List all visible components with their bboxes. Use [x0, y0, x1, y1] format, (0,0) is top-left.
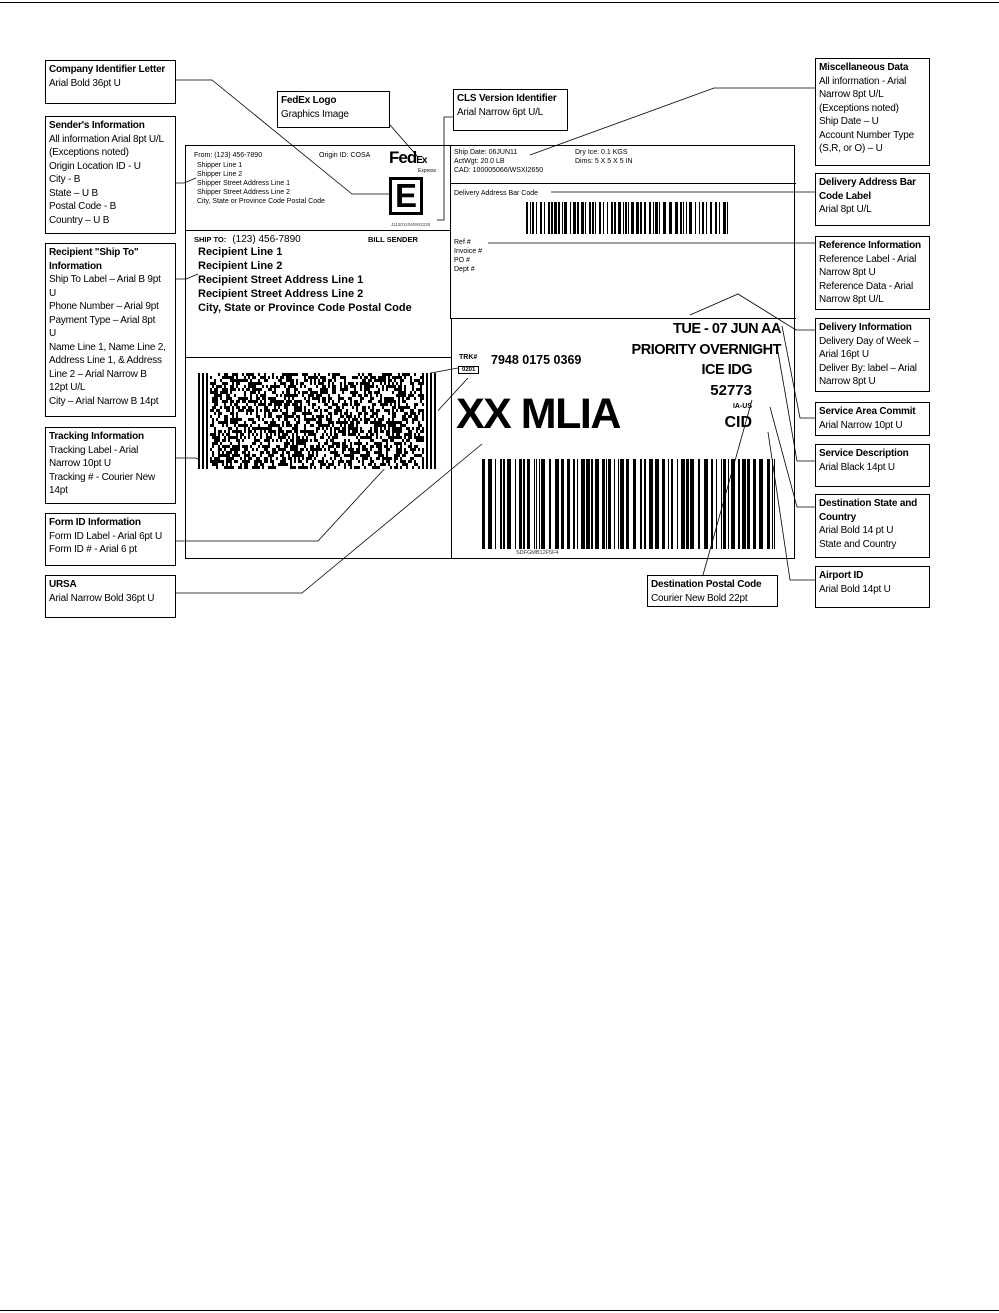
origin-id: Origin ID: COSA — [319, 152, 371, 159]
callout-airport: Airport ID Arial Bold 14pt U — [815, 566, 930, 608]
delivery-day: TUE - 07 JUN AA — [673, 321, 781, 337]
divider-misc — [451, 183, 796, 184]
ship-date: Ship Date: 06JUN11 — [454, 149, 518, 156]
destination-postal-code: 52773 — [710, 382, 752, 399]
ursa-code: XX MLIA — [456, 390, 620, 438]
tracking-barcode — [482, 459, 776, 549]
callout-service-area: Service Area Commit Arial Narrow 10pt U — [815, 402, 930, 436]
divider-recipient — [186, 357, 451, 358]
shipper-line-3: Shipper Street Address Line 1 — [197, 180, 291, 187]
tracking-number: 7948 0175 0369 — [491, 353, 582, 367]
callout-fedex-logo: FedEx Logo Graphics Image — [277, 91, 390, 128]
service-description: PRIORITY OVERNIGHT — [631, 342, 781, 358]
company-identifier-box — [389, 177, 423, 215]
shipper-line-4: Shipper Street Address Line 2 — [197, 189, 291, 196]
ref-label: Ref # — [454, 239, 471, 246]
dry-ice: Dry Ice: 0.1 KGS — [575, 149, 628, 156]
cad-number: CAD: 100005066/WSXI2650 — [454, 167, 544, 174]
callout-ursa: URSA Arial Narrow Bold 36pt U — [45, 575, 176, 618]
po-label: PO # — [454, 257, 470, 264]
callout-dest-postal: Destination Postal Code Courier New Bold 22pt — [647, 575, 778, 607]
callout-company-id: Company Identifier Letter Arial Bold 36pt U — [45, 60, 176, 104]
fedex-logo: FedEx — [389, 148, 427, 167]
dept-label: Dept # — [454, 266, 475, 273]
callout-delivery-bar: Delivery Address Bar Code Label Arial 8pt U/L — [815, 173, 930, 226]
state-country: IA-US — [732, 403, 752, 410]
recipient-line-4: Recipient Street Address Line 2 — [198, 288, 364, 300]
form-id: 0201 — [458, 366, 479, 374]
divider-vertical-lower — [451, 318, 452, 559]
company-identifier-letter: E — [395, 177, 418, 214]
divider-right-mid — [451, 318, 796, 319]
company-identifier-inner — [392, 177, 420, 214]
shipper-line-5: City, State or Province Code Postal Code — [197, 198, 325, 205]
dims: Dims: 5 X 5 X 5 IN — [575, 158, 633, 165]
recipient-line-5: City, State or Province Code Postal Code — [198, 302, 412, 314]
callout-misc: Miscellaneous Data All information - Arial Narrow 8pt U/L (Exceptions noted) Ship Date – U Account Number Type (S,R, or O) – U — [815, 58, 930, 166]
airport-id: CID — [724, 414, 752, 431]
callout-tracking: Tracking Information Tracking Label - Arial Narrow 10pt U Tracking # - Courier New 14pt — [45, 427, 176, 504]
callout-form-id: Form ID Information Form ID Label - Arial 6pt U Form ID # - Arial 6 pt — [45, 513, 176, 566]
callout-service-desc: Service Description Arial Black 14pt U — [815, 444, 930, 487]
callout-delivery-info: Delivery Information Delivery Day of Week – Arial 16pt U Deliver By: label – Arial Narrow 8pt U — [815, 318, 930, 392]
fedex-express-text: Express — [418, 168, 437, 174]
divider-header — [186, 230, 450, 231]
ship-to-label: SHIP TO: (123) 456-7890 — [194, 234, 301, 245]
callout-sender: Sender's Information All information Arial 8pt U/L (Exceptions noted) Origin Location ID - U City - B State – U B Postal Code - B Country – U B — [45, 116, 176, 234]
delivery-bar-label: Delivery Address Bar Code — [454, 190, 539, 197]
act-wgt: ActWgt: 20.0 LB — [454, 158, 505, 165]
shipping-label — [185, 145, 795, 559]
invoice-label: Invoice # — [454, 248, 483, 255]
shipper-line-1: Shipper Line 1 — [197, 162, 243, 169]
callout-cls: CLS Version Identifier Arial Narrow 6pt U/L — [453, 89, 568, 131]
recipient-line-1: Recipient Line 1 — [198, 246, 283, 258]
cls-number: J112011040902225 — [391, 222, 431, 227]
ice-idg: ICE IDG — [701, 362, 752, 378]
recipient-line-3: Recipient Street Address Line 1 — [198, 274, 364, 286]
from-line: From: (123) 456-7890 — [194, 152, 263, 159]
bill-sender: BILL SENDER — [368, 235, 418, 244]
callout-dest-state: Destination State and Country Arial Bold 14 pt U State and Country — [815, 494, 930, 558]
bottom-code: SDFGMB12F5F4 — [516, 550, 559, 556]
delivery-address-barcode — [526, 202, 731, 234]
callout-reference: Reference Information Reference Label - Arial Narrow 8pt U Reference Data - Arial Narrow 8pt U/L — [815, 236, 930, 310]
shipper-line-2: Shipper Line 2 — [197, 171, 243, 178]
pdf417-barcode — [198, 373, 438, 469]
trk-label: TRK# — [459, 354, 478, 361]
divider-vertical-upper — [450, 146, 451, 319]
recipient-line-2: Recipient Line 2 — [198, 260, 283, 272]
ship-to-phone: (123) 456-7890 — [232, 234, 301, 245]
callout-recipient: Recipient "Ship To" Information Ship To Label – Arial B 9pt U Phone Number – Arial 9pt Payment Type – Arial 8pt U Name Line 1, Name Line 2, Address Line 1, & Address Line 2 – Arial Narrow B 12pt U/L City – Arial Narrow B 14pt — [45, 243, 176, 417]
